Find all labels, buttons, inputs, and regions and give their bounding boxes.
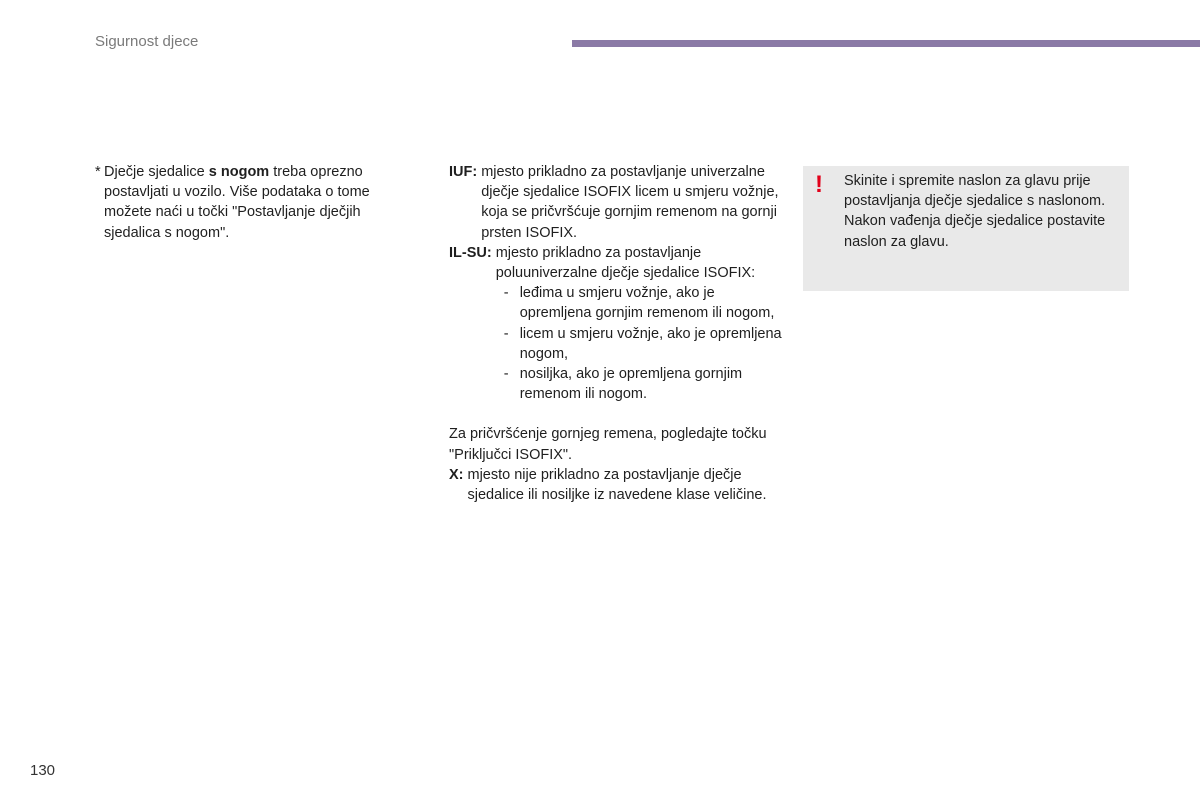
definition-term: IUF: xyxy=(449,164,478,180)
top-tether-paragraph: Za pričvršćenje gornjeg remena, pogledajte točku "Priključci ISOFIX". xyxy=(449,426,767,463)
footnote-mark: * xyxy=(95,164,101,180)
footnote-text xyxy=(104,162,415,243)
header-accent-bar xyxy=(572,40,1200,47)
list-item-text: nosiljka, ako je opremljena gornjim remenom ili nogom. xyxy=(519,366,743,403)
list-item: - nosiljka, ako je opremljena gornjim remenom ili nogom. xyxy=(504,364,789,404)
definition-text: mjesto prikladno za postavljanje univerzalne dječje sjedalice ISOFIX licem u smjeru vožnje, koja se pričvršćuje gornjim remenom na gornji prsten ISOFIX. xyxy=(481,164,779,241)
page-number: 130 xyxy=(30,762,56,779)
definition-il-su xyxy=(449,243,789,405)
list-item-text: leđima u smjeru vožnje, ako je opremljena gornjim remenom ili nogom, xyxy=(519,285,775,322)
footnote-column xyxy=(95,162,415,243)
footnote-text-start: Dječje sjedalice xyxy=(104,164,209,180)
warning-text: Skinite i spremite naslon za glavu prije postavljanja dječje sjedalice s naslonom. Nakon vađenja dječje sjedalice postavite naslon za glavu. xyxy=(844,173,1106,250)
footnote-text-end: treba oprezno postavljati u vozilo. Više podataka o tome možete naći u točki "Postavljanje dječjih sjedalica s nogom". xyxy=(104,164,370,241)
il-su-list xyxy=(496,283,789,404)
definition-term: IL-SU: xyxy=(449,244,492,261)
warning-exclamation-icon: ! xyxy=(815,171,823,198)
definition-x xyxy=(449,465,789,505)
warning-box xyxy=(803,166,1129,291)
footnote xyxy=(95,162,415,243)
footnote-bold-text: s nogom xyxy=(208,164,270,180)
section-title: Sigurnost djece xyxy=(95,33,199,50)
definition-term: X: xyxy=(449,466,464,483)
definition-text: mjesto nije prikladno za postavljanje dječje sjedalice ili nosiljke iz navedene klase veličine. xyxy=(467,466,767,504)
list-item: - leđima u smjeru vožnje, ako je opremljena gornjim remenom ili nogom, xyxy=(504,283,789,323)
list-item-text: licem u smjeru vožnje, ako je opremljena nogom, xyxy=(519,325,782,362)
list-item: - licem u smjeru vožnje, ako je opremljena nogom, xyxy=(504,324,789,364)
definition-text: mjesto prikladno za postavljanje poluuniverzalne dječje sjedalice ISOFIX: xyxy=(495,244,756,282)
definition-iuf xyxy=(449,162,789,243)
definitions-column xyxy=(449,162,789,505)
